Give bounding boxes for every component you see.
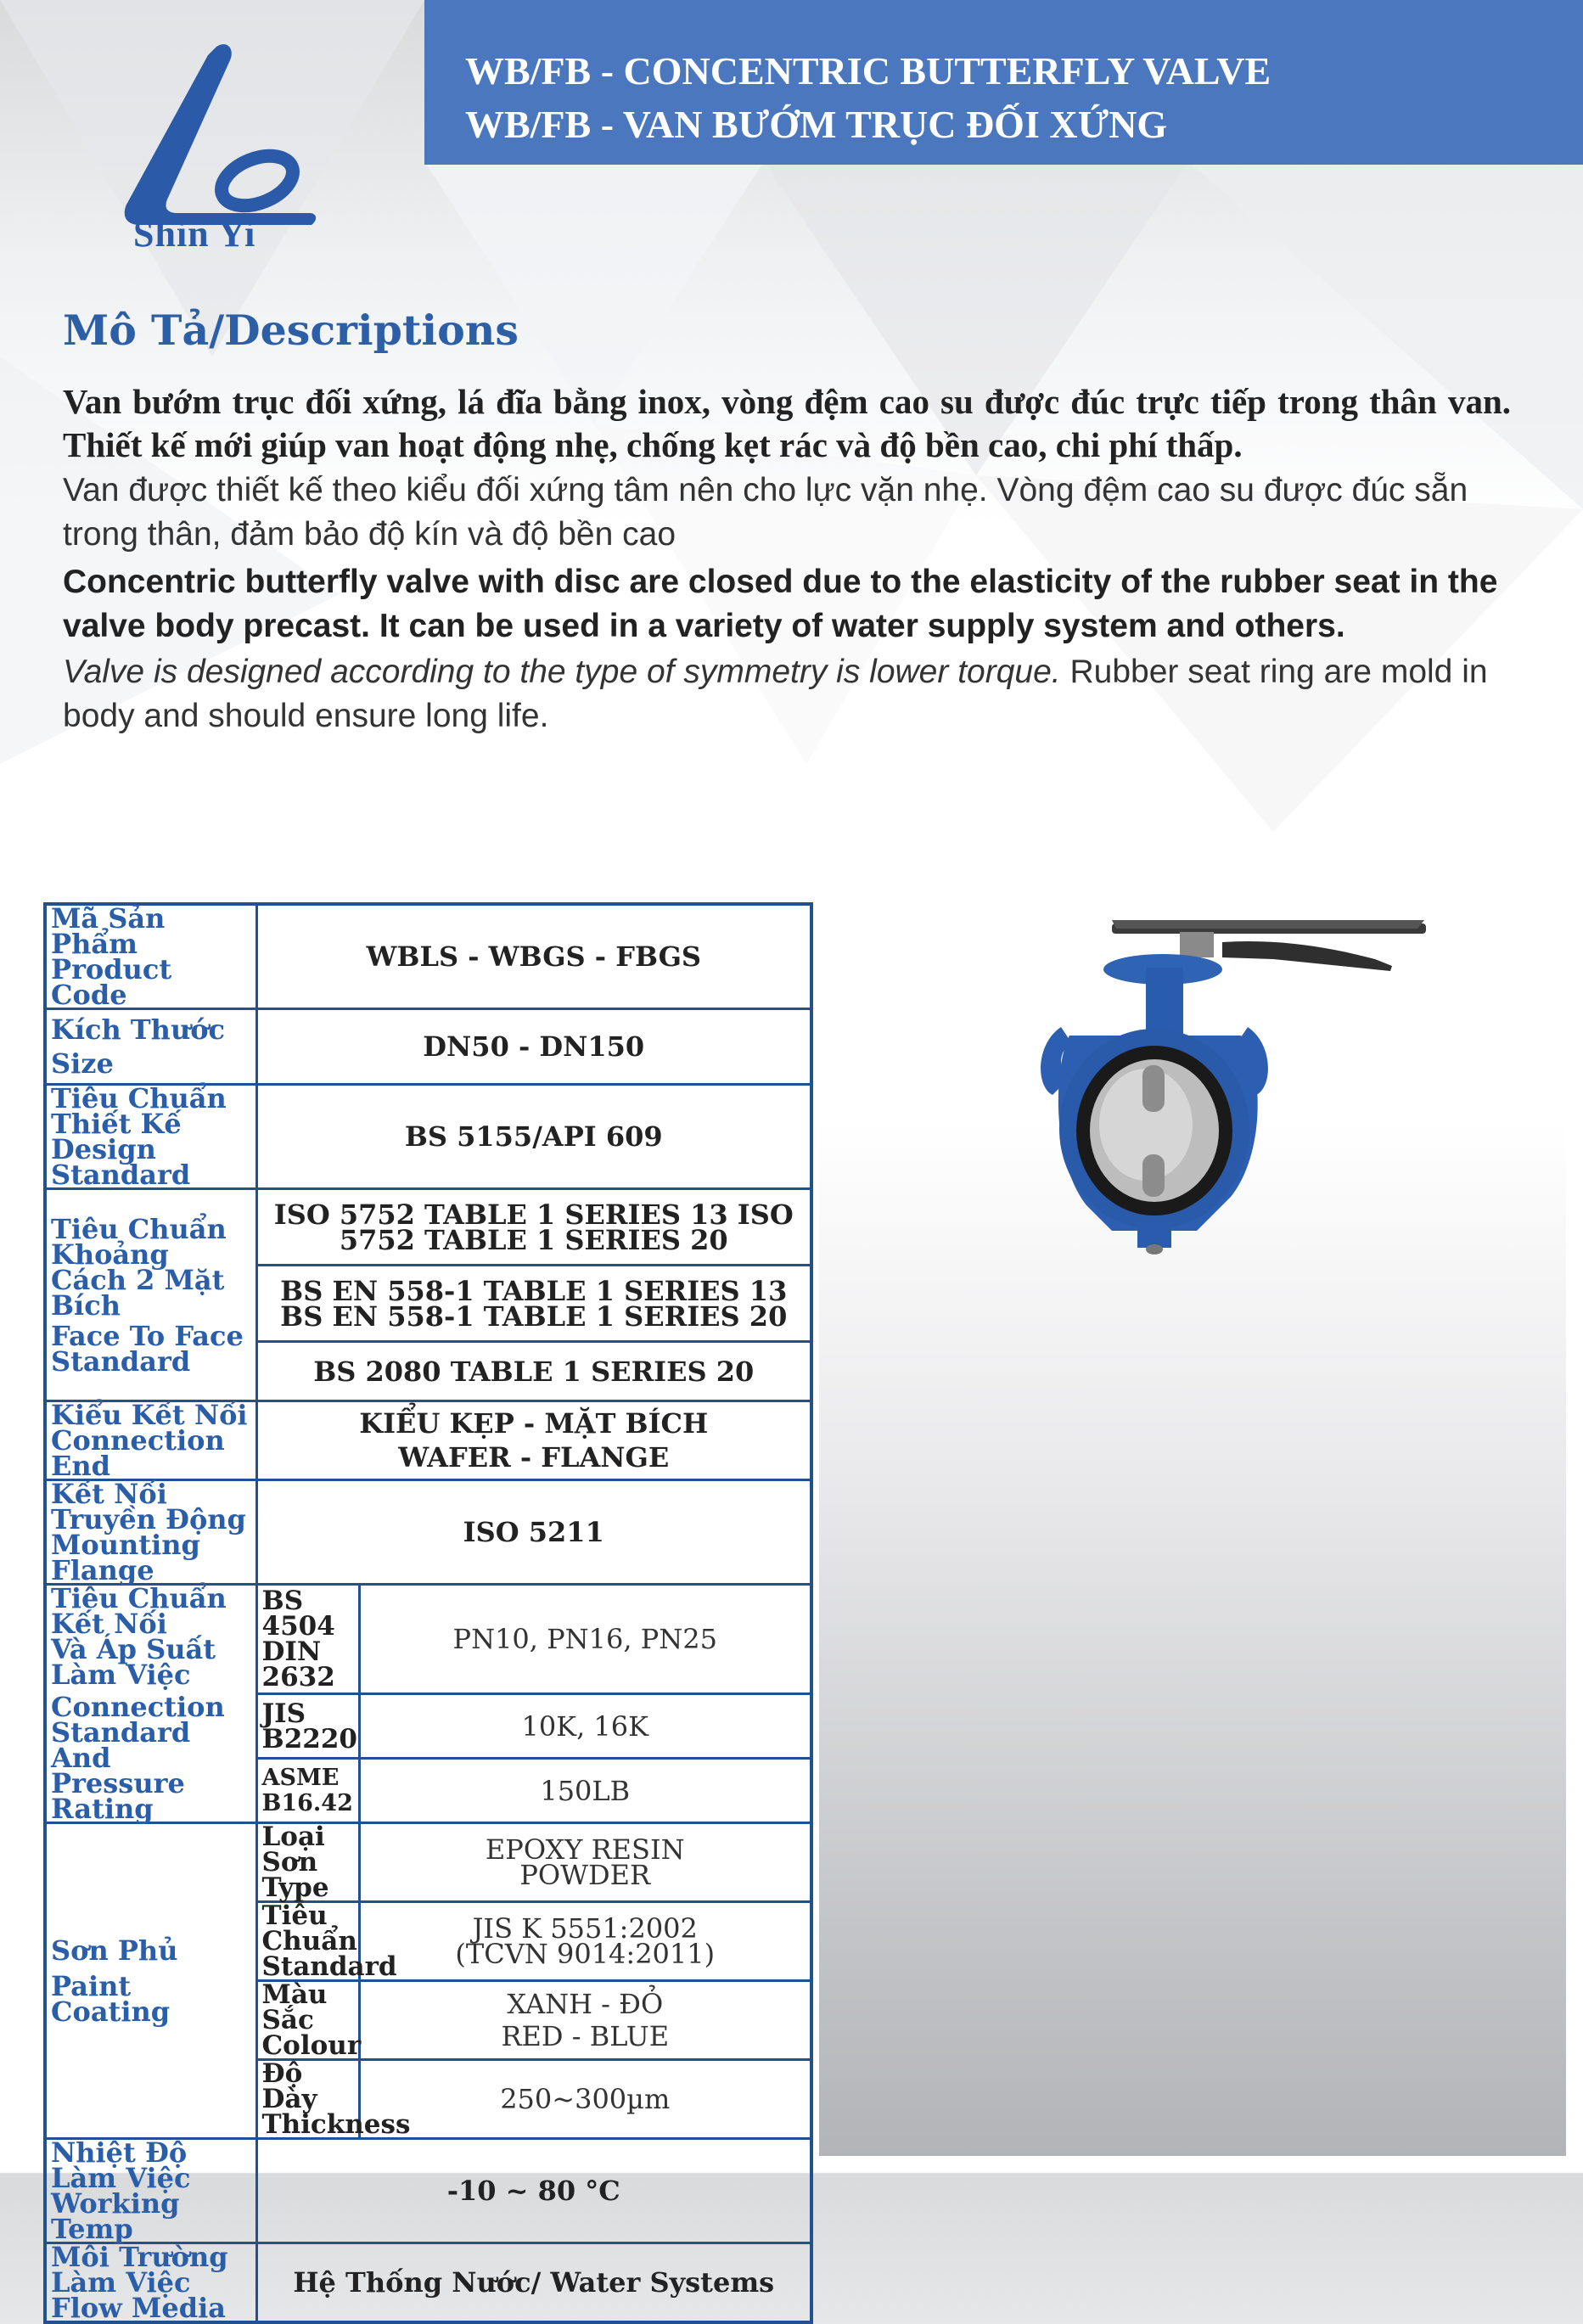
- connection-end-value: KIỂU KẸP - MẶT BÍCH WAFER - FLANGE: [256, 1401, 811, 1480]
- paint-colour-value: XANH - ĐỎ RED - BLUE: [359, 1981, 811, 2060]
- title-en: WB/FB - CONCENTRIC BUTTERFLY VALVE: [465, 49, 1271, 93]
- table-row: [45, 2243, 811, 2323]
- face-to-face-iso: ISO 5752 TABLE 1 SERIES 13 ISO 5752 TABLE 1 SERIES 20: [256, 1189, 811, 1266]
- description-vi-bold: Van bướm trục đối xứng, lá đĩa bằng inox, vòng đệm cao su được đúc trực tiếp trong thân van. Thiết kế mới giúp van hoạt động nhẹ, chống kẹt rác và độ bền cao, chi phí thấp.: [63, 382, 1511, 464]
- table-row: [45, 1009, 811, 1085]
- connection-standard-jis: JIS B2220: [256, 1694, 359, 1759]
- paint-standard-key: Tiêu Chuẩn Standard: [256, 1902, 359, 1981]
- specification-table: [43, 902, 813, 2324]
- table-row: [45, 1480, 811, 1585]
- working-temp-label: Nhiệt Độ Làm Việc Working Temp: [45, 2139, 256, 2243]
- face-to-face-bs-2080: BS 2080 TABLE 1 SERIES 20: [256, 1342, 811, 1401]
- paint-type-value: EPOXY RESIN POWDER: [359, 1823, 811, 1902]
- product-code-value: WBLS - WBGS - FBGS: [256, 904, 811, 1009]
- design-standard-label: Tiêu Chuẩn Thiết Kế Design Standard: [45, 1085, 256, 1189]
- flow-media-label: Môi Trường Làm Việc Flow Media: [45, 2243, 256, 2323]
- paint-type-key: Loại Sơn Type: [256, 1823, 359, 1902]
- paint-coating-label: Sơn Phủ Paint Coating: [45, 1823, 256, 2139]
- connection-rating-pn: PN10, PN16, PN25: [359, 1585, 811, 1694]
- table-row: [45, 2139, 811, 2243]
- description-en-regular: Rubber seat ring are mold in body and should ensure long life.: [63, 654, 1488, 734]
- butterfly-valve-icon: [1019, 908, 1434, 1265]
- brand-name: Shin Yi: [133, 213, 256, 255]
- design-standard-value: BS 5155/API 609: [256, 1085, 811, 1189]
- face-to-face-bs-en: BS EN 558-1 TABLE 1 SERIES 13 BS EN 558-1 TABLE 1 SERIES 20: [256, 1266, 811, 1342]
- table-row: [45, 1823, 811, 1902]
- header-banner: [424, 0, 1583, 165]
- paint-thickness-key: Độ Dày Thickness: [256, 2060, 359, 2139]
- size-label: Kích Thước Size: [45, 1009, 256, 1085]
- connection-rating-lb: 150LB: [359, 1759, 811, 1823]
- product-code-label: Mã Sản Phẩm Product Code: [45, 904, 256, 1009]
- connection-end-label: Kiểu Kết Nối Connection End: [45, 1401, 256, 1480]
- connection-rating-k: 10K, 16K: [359, 1694, 811, 1759]
- connection-standard-label: Tiêu Chuẩn Kết Nối Và Áp Suất Làm Việc Connection Standard And Pressure Rating: [45, 1585, 256, 1823]
- title-vi: WB/FB - VAN BƯỚM TRỤC ĐỐI XỨNG: [465, 103, 1168, 146]
- mounting-flange-label: Kết Nối Truyền Động Mounting Flange: [45, 1480, 256, 1585]
- description-vi-regular: Van được thiết kế theo kiểu đối xứng tâm nên cho lực vặn nhẹ. Vòng đệm cao su được đúc sẵn trong thân, đảm bảo độ kín và độ bền cao: [63, 472, 1468, 553]
- paint-thickness-value: 250~300µm: [359, 2060, 811, 2139]
- paint-standard-value: JIS K 5551:2002 (TCVN 9014:2011): [359, 1902, 811, 1981]
- connection-standard-asme: ASME B16.42: [256, 1759, 359, 1823]
- connection-standard-bs: BS 4504 DIN 2632: [256, 1585, 359, 1694]
- table-row: [45, 1585, 811, 1694]
- table-row: [45, 904, 811, 1009]
- description-en-bold: Concentric butterfly valve with disc are closed due to the elasticity of the rubber seat in the valve body precast. It can be used in a variety of water supply system and others.: [63, 564, 1498, 644]
- table-row: [45, 1189, 811, 1266]
- table-row: [45, 1401, 811, 1480]
- description-en: [63, 650, 1511, 738]
- working-temp-value: -10 ~ 80 °C: [256, 2139, 811, 2243]
- descriptions-body: [63, 380, 1511, 738]
- size-value: DN50 - DN150: [256, 1009, 811, 1085]
- paint-colour-key: Màu Sắc Colour: [256, 1981, 359, 2060]
- description-en-italic: Valve is designed according to the type of symmetry is lower torque.: [63, 654, 1061, 690]
- descriptions-heading: Mô Tả/Descriptions: [63, 306, 519, 355]
- table-row: [45, 1085, 811, 1189]
- face-to-face-label: Tiêu Chuẩn Khoảng Cách 2 Mặt Bích Face To Face Standard: [45, 1189, 256, 1401]
- flow-media-value: Hệ Thống Nước/ Water Systems: [256, 2243, 811, 2323]
- mounting-flange-value: ISO 5211: [256, 1480, 811, 1585]
